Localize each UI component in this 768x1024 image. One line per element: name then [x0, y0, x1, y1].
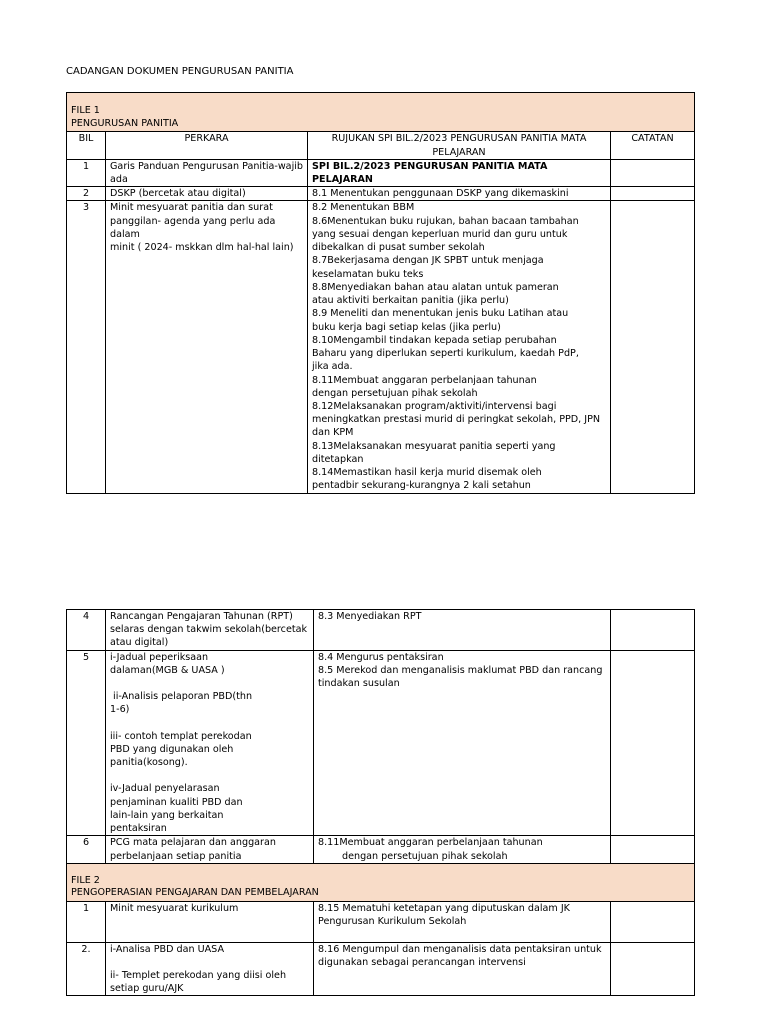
perkara-line: atau digital)	[110, 637, 169, 649]
rujukan-cell	[314, 650, 611, 836]
rujukan-line: digunakan sebagai perancangan intervensi	[318, 956, 526, 968]
rujukan-cell	[308, 187, 611, 201]
rujukan-line: meningkatkan prestasi murid di peringkat sekolah, PPD, JPN	[312, 414, 601, 426]
table-row	[67, 610, 695, 651]
bil-cell: 3	[67, 201, 106, 493]
file2-label: FILE 2	[71, 874, 100, 886]
document-title: CADANGAN DOKUMEN PENGURUSAN PANITIA	[66, 66, 294, 77]
table-row	[67, 942, 695, 996]
catatan-cell	[611, 650, 695, 836]
rujukan-line: 8.4 Mengurus pentaksiran	[318, 651, 444, 663]
bil-cell: 4	[67, 610, 106, 651]
rujukan-line: 8.12Melaksanakan program/aktiviti/intervensi bagi	[312, 401, 557, 412]
rujukan-line: 8.1 Menentukan penggunaan DSKP yang dikemaskini	[312, 188, 569, 200]
perkara-line: i-Analisa PBD dan UASA	[110, 943, 225, 955]
header-rujukan-line2: PELAJARAN	[432, 146, 486, 158]
perkara-line: perbelanjaan setiap panitia	[110, 850, 242, 862]
table-row	[67, 201, 695, 493]
rujukan-line: atau aktiviti berkaitan panitia (jika perlu)	[312, 295, 509, 307]
perkara-line: panitia(kosong).	[110, 757, 188, 769]
rujukan-cell	[314, 902, 611, 942]
perkara-line: 1-6)	[110, 704, 130, 716]
catatan-cell	[611, 942, 695, 996]
rujukan-cell	[308, 201, 611, 493]
perkara-line: panggilan- agenda yang perlu ada dalam	[110, 215, 276, 240]
catatan-cell	[611, 902, 695, 942]
rujukan-line: 8.11Membuat anggaran perbelanjaan tahunan	[312, 374, 537, 386]
table-row	[67, 159, 695, 186]
bil-cell: 1	[67, 159, 106, 186]
file2-title: PENGOPERASIAN PENGAJARAN DAN PEMBELAJARAN	[71, 887, 319, 899]
header-rujukan-line1: RUJUKAN SPI BIL.2/2023 PENGURUSAN PANITIA MATA	[331, 133, 587, 145]
perkara-line: ii-Analisis pelaporan PBD(thn	[110, 691, 253, 703]
file1-section-header	[67, 93, 695, 132]
rujukan-line: dengan persetujuan pihak sekolah	[312, 387, 478, 399]
perkara-line: Minit mesyuarat panitia dan surat	[110, 202, 273, 214]
column-header-row	[67, 132, 695, 159]
catatan-cell	[611, 201, 695, 493]
rujukan-line: 8.10Mengambil tindakan kepada setiap perubahan	[312, 334, 557, 346]
rujukan-line: 8.7Bekerjasama dengan JK SPBT untuk menjaga	[312, 255, 544, 267]
rujukan-line: 8.16 Mengumpul dan menganalisis data pentaksiran untuk	[318, 943, 602, 955]
rujukan-line: 8.3 Menyediakan RPT	[318, 611, 422, 622]
table-row	[67, 187, 695, 201]
rujukan-line: 8.6Menentukan buku rujukan, bahan bacaan tambahan	[312, 215, 579, 227]
bil-cell: 2.	[67, 942, 106, 996]
rujukan-line: 8.2 Menentukan BBM	[312, 202, 415, 214]
blank-line	[110, 677, 309, 690]
perkara-line: PBD yang digunakan oleh	[110, 743, 234, 755]
rujukan-cell	[308, 159, 611, 186]
rujukan-line: Pengurusan Kurikulum Sekolah	[318, 916, 467, 928]
perkara-cell	[106, 942, 314, 996]
file2-section-header	[67, 863, 695, 901]
perkara-line: iii- contoh templat perekodan	[110, 730, 252, 742]
catatan-cell	[611, 187, 695, 201]
document-table-continued	[66, 609, 695, 996]
perkara-line: DSKP (bercetak atau digital)	[110, 188, 246, 200]
rujukan-line: dan KPM	[312, 427, 354, 439]
perkara-cell	[106, 159, 308, 186]
rujukan-line: yang sesuai dengan keperluan murid dan guru untuk	[312, 228, 568, 240]
file1-label: FILE 1	[71, 105, 100, 116]
perkara-cell	[106, 610, 314, 651]
catatan-cell	[611, 610, 695, 651]
perkara-line: selaras dengan takwim sekolah(bercetak	[110, 624, 308, 636]
perkara-line: ii- Templet perekodan yang diisi oleh	[110, 969, 287, 981]
bil-cell: 6	[67, 836, 106, 863]
rujukan-line: buku kerja bagi setiap kelas (jika perlu)	[312, 321, 501, 333]
rujukan-line: 8.9 Meneliti dan menentukan jenis buku Latihan atau	[312, 308, 569, 320]
perkara-line: PCG mata pelajaran dan anggaran	[110, 837, 276, 849]
perkara-line: lain-lain yang berkaitan	[110, 809, 224, 821]
table-row	[67, 836, 695, 863]
rujukan-line: Baharu yang diperlukan seperti kurikulum, kaedah PdP,	[312, 348, 579, 360]
document-table-file1	[66, 92, 695, 494]
bil-cell: 1	[67, 902, 106, 942]
perkara-cell	[106, 836, 314, 863]
perkara-line: Garis Panduan Pengurusan Panitia-wajib	[110, 160, 303, 172]
perkara-cell	[106, 902, 314, 942]
rujukan-line: jika ada.	[312, 361, 353, 373]
rujukan-cell	[314, 942, 611, 996]
rujukan-line: 8.13Melaksanakan mesyuarat panitia seperti yang ditetapkan	[312, 440, 556, 465]
bil-cell: 2	[67, 187, 106, 201]
rujukan-line: dibekalkan di pusat sumber sekolah	[312, 242, 485, 254]
perkara-cell	[106, 201, 308, 493]
rujukan-line: 8.11Membuat anggaran perbelanjaan tahunan	[318, 837, 543, 849]
perkara-cell	[106, 187, 308, 201]
header-catatan: CATATAN	[611, 132, 695, 159]
rujukan-cell	[314, 610, 611, 651]
blank-line	[318, 929, 606, 942]
rujukan-line: keselamatan buku teks	[312, 268, 424, 280]
rujukan-line: 8.5 Merekod dan menganalisis maklumat PBD dan rancang	[318, 664, 603, 676]
rujukan-cell	[314, 836, 611, 863]
table-row	[67, 650, 695, 836]
perkara-line: ada	[110, 174, 128, 186]
perkara-line: i-Jadual peperiksaan	[110, 651, 209, 663]
rujukan-line: tindakan susulan	[318, 678, 400, 690]
perkara-line: setiap guru/AJK	[110, 983, 184, 994]
perkara-line: Minit mesyuarat kurikulum	[110, 903, 239, 915]
perkara-line: minit ( 2024- mskkan dlm hal-hal lain)	[110, 242, 294, 254]
rujukan-line: 8.15 Mematuhi ketetapan yang diputuskan dalam JK	[318, 903, 570, 915]
rujukan-line: 8.14Memastikan hasil kerja murid disemak oleh	[312, 467, 542, 479]
rujukan-line: dengan persetujuan pihak sekolah	[342, 850, 508, 862]
catatan-cell	[611, 159, 695, 186]
catatan-cell	[611, 836, 695, 863]
blank-line	[110, 956, 309, 969]
perkara-line: Rancangan Pengajaran Tahunan (RPT)	[110, 611, 293, 622]
rujukan-line: SPI BIL.2/2023 PENGURUSAN PANITIA MATA PELAJARAN	[312, 160, 548, 186]
rujukan-line: pentadbir sekurang-kurangnya 2 kali setahun	[312, 480, 531, 492]
blank-line	[110, 769, 309, 782]
bil-cell: 5	[67, 650, 106, 836]
perkara-line: iv-Jadual penyelarasan	[110, 783, 220, 795]
perkara-cell	[106, 650, 314, 836]
rujukan-line: 8.8Menyediakan bahan atau alatan untuk pameran	[312, 281, 559, 293]
header-perkara: PERKARA	[106, 132, 308, 159]
blank-line	[110, 717, 309, 730]
header-bil: BIL	[67, 132, 106, 159]
perkara-line: penjaminan kualiti PBD dan	[110, 796, 243, 808]
table-row	[67, 902, 695, 942]
header-rujukan	[308, 132, 611, 159]
file1-title: PENGURUSAN PANITIA	[71, 117, 179, 129]
perkara-line: pentaksiran	[110, 823, 167, 835]
perkara-line: dalaman(MGB & UASA )	[110, 664, 225, 676]
